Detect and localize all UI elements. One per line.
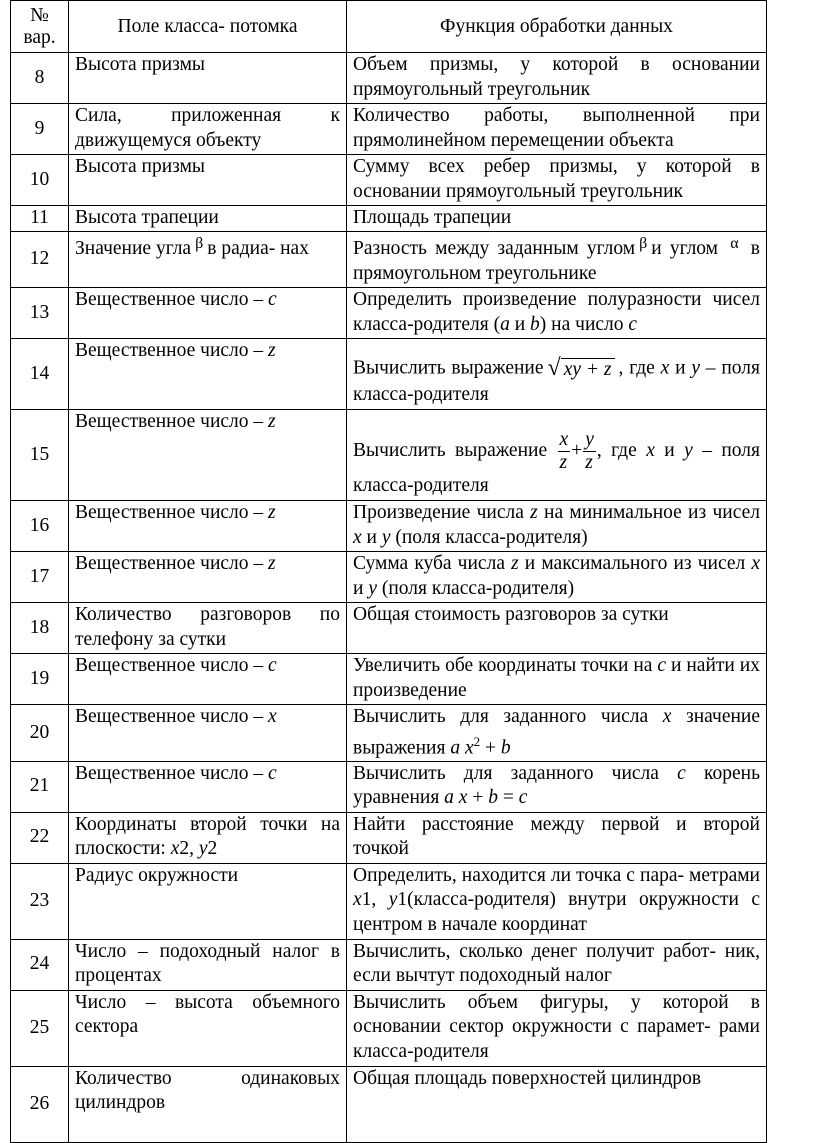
field-text: 2 xyxy=(207,838,218,859)
func-var: c xyxy=(628,313,638,335)
sqrt-icon: √ xyxy=(547,355,561,381)
func-text: – поля класса-родителя xyxy=(353,357,760,405)
row-num: 17 xyxy=(11,552,69,603)
func-text: и xyxy=(675,357,686,379)
field-text: Вещественное число – xyxy=(75,553,264,574)
superscript: 2 xyxy=(473,733,481,749)
func-text: , где xyxy=(618,357,655,379)
row-field: Радиус окружности xyxy=(69,863,347,939)
row-field: Высота призмы xyxy=(69,155,347,206)
func-text: 1, xyxy=(361,889,377,910)
table-row xyxy=(11,410,767,501)
func-text: (поля класса-родителя) xyxy=(381,577,575,599)
row-field: Высота призмы xyxy=(69,53,347,104)
row-field xyxy=(69,288,347,339)
func-text: и xyxy=(514,313,526,335)
row-func xyxy=(347,863,767,939)
plus-sign: + xyxy=(571,439,583,461)
row-num: 21 xyxy=(11,761,69,812)
table-row xyxy=(11,939,767,990)
func-text: Разность между заданным углом xyxy=(353,238,636,259)
row-func xyxy=(347,705,767,762)
table-header-row xyxy=(11,1,767,53)
sqrt-radicand: xy + z xyxy=(561,358,615,380)
table-row xyxy=(11,339,767,410)
func-var: c xyxy=(657,655,667,676)
header-num: № вар. xyxy=(11,1,69,53)
func-var: x xyxy=(353,526,362,548)
row-field xyxy=(69,812,347,863)
func-text: Увеличить обе координаты точки на xyxy=(353,655,653,676)
func-text: корень уравнения xyxy=(353,762,761,808)
row-num: 10 xyxy=(11,155,69,206)
field-var: c xyxy=(268,762,277,784)
func-text: Определить произведение полуразности чисел класса-родителя ( xyxy=(353,289,760,335)
field-text: Вещественное число – xyxy=(75,502,264,523)
func-text: Сумма куба числа xyxy=(353,553,505,574)
table-row xyxy=(11,603,767,654)
func-text: (поля класса-родителя) xyxy=(395,526,588,548)
func-var: x xyxy=(751,553,761,574)
row-num: 25 xyxy=(11,990,69,1066)
row-field: Количество разговоров по телефону за сутки xyxy=(69,603,347,654)
row-func xyxy=(347,552,767,603)
field-var: y xyxy=(198,838,208,859)
func-var: a x xyxy=(450,737,474,758)
func-var: b xyxy=(488,787,498,808)
func-var: y xyxy=(691,357,700,379)
row-field: Количество одинаковых цилиндров xyxy=(69,1066,347,1142)
row-func: Вычислить объем фигуры, у которой в основании сектор окружности с парамет- рами класса-родителя xyxy=(347,990,767,1066)
row-num: 26 xyxy=(11,1066,69,1142)
row-func: Площадь трапеции xyxy=(347,206,767,232)
table-row xyxy=(11,863,767,939)
func-text: 1 xyxy=(397,889,408,910)
row-field xyxy=(69,552,347,603)
field-var: c xyxy=(268,289,277,310)
fraction-x-over-z xyxy=(558,429,571,474)
field-var: x xyxy=(268,706,277,727)
header-field: Поле класса- потомка xyxy=(69,1,347,53)
table-row xyxy=(11,155,767,206)
func-text: Вычислить для заданного числа xyxy=(353,706,649,727)
func-text: + xyxy=(472,787,484,808)
func-text: значение выражения xyxy=(353,706,761,758)
func-var: y xyxy=(388,889,398,910)
func-text: + xyxy=(484,737,496,758)
row-func xyxy=(347,654,767,705)
field-var: z xyxy=(268,502,276,523)
row-func xyxy=(347,288,767,339)
table-row xyxy=(11,705,767,762)
table-row xyxy=(11,53,767,104)
row-num: 15 xyxy=(11,410,69,501)
row-field: Сила, приложенная к движущемуся объекту xyxy=(69,104,347,155)
func-text: на минимальное из чисел xyxy=(544,502,760,523)
row-field xyxy=(69,705,347,762)
row-func: Сумму всех ребер призмы, у которой в основании прямоугольный треугольник xyxy=(347,155,767,206)
func-var: z xyxy=(511,553,519,574)
row-num: 13 xyxy=(11,288,69,339)
variants-table xyxy=(10,0,767,1143)
func-var: a xyxy=(500,313,510,335)
sqrt-expression xyxy=(548,356,615,383)
func-var: x xyxy=(660,357,670,379)
row-field: Число – подоходный налог в процентах xyxy=(69,939,347,990)
fraction-denominator: z xyxy=(559,451,568,473)
row-num: 23 xyxy=(11,863,69,939)
row-func xyxy=(347,501,767,552)
fraction-numerator: x xyxy=(559,428,569,450)
row-num: 19 xyxy=(11,654,69,705)
row-num: 11 xyxy=(11,206,69,232)
field-text: Вещественное число – xyxy=(75,289,264,310)
alpha-symbol: α xyxy=(730,235,739,252)
func-var: y xyxy=(684,439,693,461)
row-num: 20 xyxy=(11,705,69,762)
table-row xyxy=(11,654,767,705)
func-text: и xyxy=(353,577,364,599)
table-row xyxy=(11,104,767,155)
func-var: z xyxy=(530,502,538,523)
field-var: x xyxy=(170,838,180,859)
row-field xyxy=(69,501,347,552)
row-func xyxy=(347,410,767,501)
row-func xyxy=(347,339,767,410)
row-func: Количество работы, выполненной при прямолинейном перемещении объекта xyxy=(347,104,767,155)
func-text: и xyxy=(664,439,675,461)
table-row xyxy=(11,552,767,603)
row-num: 8 xyxy=(11,53,69,104)
field-var: z xyxy=(268,411,276,432)
func-var: b xyxy=(530,313,540,335)
header-func: Функция обработки данных xyxy=(347,1,767,53)
field-text: в радиа- нах xyxy=(207,238,309,259)
row-field xyxy=(69,232,347,288)
field-var: z xyxy=(268,553,276,574)
field-text: Вещественное число – xyxy=(75,655,264,676)
field-text: Вещественное число – xyxy=(75,762,264,784)
table-row xyxy=(11,288,767,339)
func-text: (класса-родителя) внутри окружности с центром в начале координат xyxy=(353,889,760,935)
row-func: Общая площадь поверхностей цилиндров xyxy=(347,1066,767,1142)
beta-symbol: β xyxy=(639,235,648,252)
row-field xyxy=(69,339,347,410)
table-row xyxy=(11,812,767,863)
func-text: Определить, находится ли точка с пара- метрами xyxy=(353,864,760,886)
func-var: x xyxy=(646,439,655,461)
func-text: = xyxy=(502,787,514,808)
row-num: 24 xyxy=(11,939,69,990)
row-func: Вычислить, сколько денег получит работ- ник, если вычтут подоходный налог xyxy=(347,939,767,990)
func-text: , где xyxy=(596,439,637,461)
fraction-denominator: z xyxy=(585,451,593,473)
row-func xyxy=(347,761,767,812)
beta-symbol: β xyxy=(195,235,204,252)
row-func: Объем призмы, у которой в основании прямоугольный треугольник xyxy=(347,53,767,104)
field-var: c xyxy=(268,655,277,676)
row-num: 16 xyxy=(11,501,69,552)
func-text: в прямоугольном треугольнике xyxy=(353,238,761,284)
func-text: ) на число xyxy=(539,313,624,335)
func-var: y xyxy=(368,577,377,599)
func-var: y xyxy=(381,526,391,548)
func-text: – поля класса-родителя xyxy=(353,439,761,496)
table-row xyxy=(11,1066,767,1142)
row-field xyxy=(69,654,347,705)
func-text: Произведение числа xyxy=(353,502,524,523)
func-text: и максимального из чисел xyxy=(524,553,746,574)
func-text: Вычислить выражение xyxy=(353,439,548,461)
func-var: x xyxy=(353,889,362,910)
row-field: Число – высота объемного сектора xyxy=(69,990,347,1066)
field-text: Вещественное число – xyxy=(75,706,264,727)
func-text: Вычислить для заданного числа xyxy=(353,762,659,784)
field-text: 2 xyxy=(179,838,190,859)
field-text: Вещественное число – xyxy=(75,411,264,432)
table-row xyxy=(11,990,767,1066)
func-var: c xyxy=(518,787,528,808)
func-text: и найти их произведение xyxy=(353,655,760,701)
row-num: 9 xyxy=(11,104,69,155)
row-field xyxy=(69,410,347,501)
field-text: Координаты второй точки на плоскости: xyxy=(75,813,340,859)
func-text: и xyxy=(366,526,377,548)
row-func: Найти расстояние между первой и второй точкой xyxy=(347,812,767,863)
row-num: 12 xyxy=(11,232,69,288)
field-var: z xyxy=(268,340,276,361)
row-field xyxy=(69,761,347,812)
field-text: Значение угла xyxy=(75,238,192,259)
func-var: c xyxy=(677,762,686,784)
field-text: Вещественное число – xyxy=(75,340,264,361)
row-func: Общая стоимость разговоров за сутки xyxy=(347,603,767,654)
table-row xyxy=(11,232,767,288)
table-row xyxy=(11,761,767,812)
table-row xyxy=(11,501,767,552)
field-text: , xyxy=(189,838,194,859)
func-text: Вычислить выражение xyxy=(353,357,544,379)
func-var: b xyxy=(500,737,511,758)
row-num: 22 xyxy=(11,812,69,863)
func-var: x xyxy=(662,706,672,727)
row-num: 14 xyxy=(11,339,69,410)
table-row xyxy=(11,206,767,232)
row-field: Высота трапеции xyxy=(69,206,347,232)
func-text: и углом xyxy=(651,238,719,259)
func-var: a x xyxy=(444,787,468,808)
fraction-numerator: y xyxy=(585,428,594,450)
row-num: 18 xyxy=(11,603,69,654)
fraction-y-over-z xyxy=(583,429,596,474)
row-func xyxy=(347,232,767,288)
